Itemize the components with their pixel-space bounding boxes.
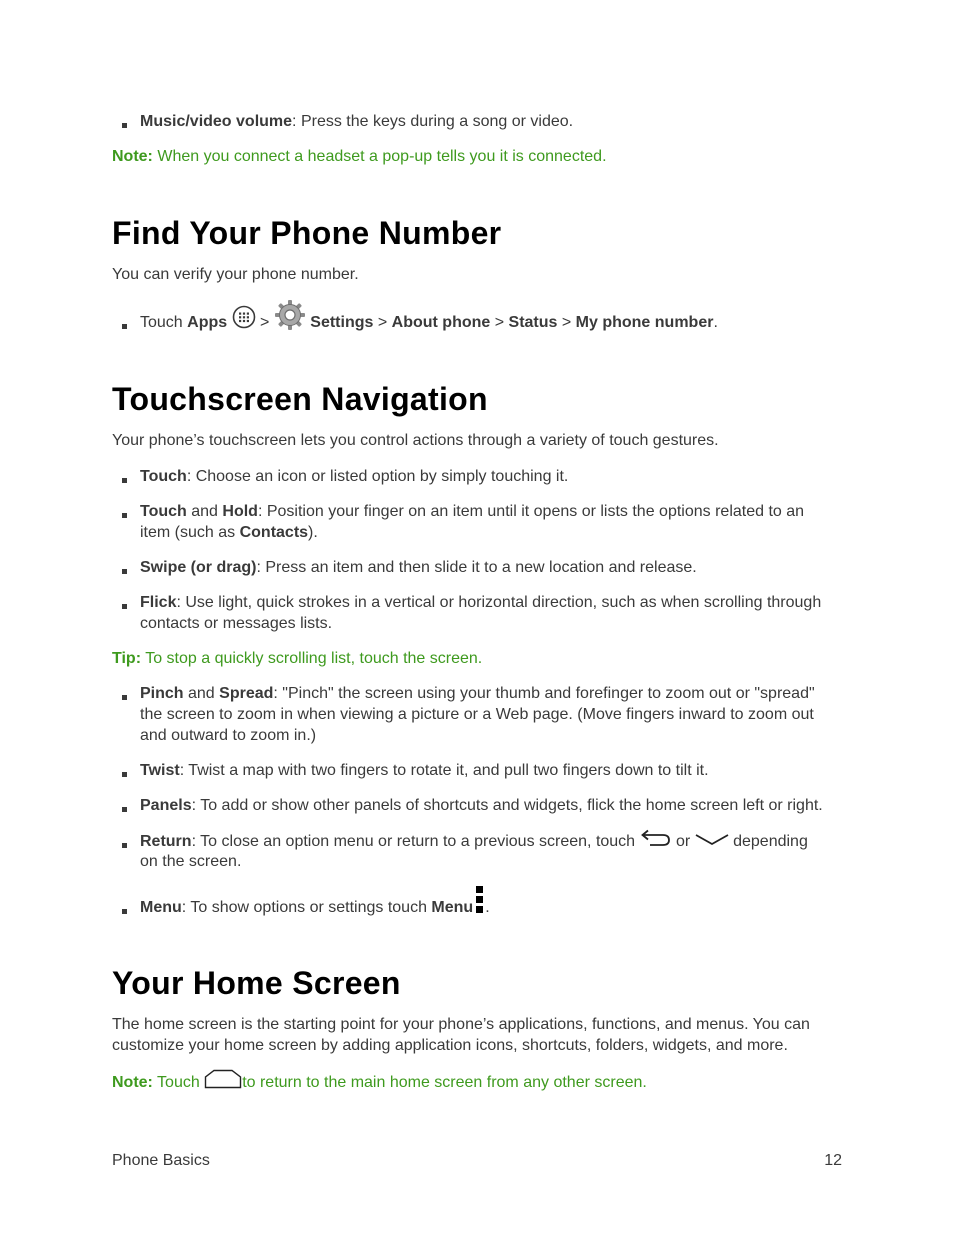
swipe-item: [140, 557, 845, 578]
menu-dots-icon: [473, 885, 485, 915]
apps-grid-icon: [232, 305, 256, 329]
separator: >: [255, 314, 274, 331]
hold-term: Hold: [222, 503, 258, 520]
bullet-marker: [122, 843, 127, 848]
menu-item: [140, 897, 845, 918]
period: .: [485, 899, 490, 916]
separator: >: [373, 314, 392, 331]
pinch-desc: : "Pinch" the screen using your thumb and forefinger to zoom out or "spread": [273, 685, 815, 702]
bullet-marker: [122, 604, 127, 609]
swipe-term: Swipe (or drag): [140, 559, 257, 576]
footer-section: Phone Basics: [112, 1152, 210, 1169]
bullet-marker: [122, 123, 127, 128]
return-desc: : To close an option menu or return to a previous screen, touch: [191, 833, 640, 850]
separator: >: [490, 314, 509, 331]
touch-hold-item: [140, 501, 845, 522]
nav-intro: Your phone’s touchscreen lets you control actions through a variety of touch gestures.: [112, 432, 719, 449]
bullet-marker: [122, 513, 127, 518]
depending-word: depending: [728, 833, 808, 850]
menu-term: Menu: [140, 899, 182, 916]
page-number: 12: [824, 1152, 842, 1169]
bullet-marker: [122, 909, 127, 914]
touch-term: Touch: [140, 503, 187, 520]
back-arrow-icon: [640, 829, 672, 849]
bullet-marker: [122, 772, 127, 777]
touch-item: [140, 466, 845, 487]
and-word: and: [183, 685, 220, 702]
flick-item-cont: contacts or messages lists.: [140, 615, 333, 632]
find-number-heading: Find Your Phone Number: [112, 215, 502, 251]
return-item-cont: on the screen.: [140, 853, 242, 870]
return-term: Return: [140, 833, 192, 850]
touch-word: Touch: [140, 314, 188, 331]
hold-desc: : Position your finger on an item until it opens or lists the options related to an: [257, 503, 805, 520]
flick-item: [140, 592, 845, 613]
music-volume-desc: : Press the keys during a song or video.: [292, 113, 574, 130]
scroll-tip: [112, 648, 847, 669]
chevron-down-icon: [695, 833, 729, 847]
touch-term: Touch: [140, 468, 187, 485]
headset-note: [112, 146, 847, 167]
hold-desc-end: ).: [308, 524, 318, 541]
bullet-marker: [122, 478, 127, 483]
home-intro: The home screen is the starting point for your phone’s applications, functions, and menus. You can: [112, 1016, 810, 1033]
status-label: Status: [508, 314, 558, 331]
or-word: or: [671, 833, 695, 850]
period: .: [713, 314, 718, 331]
menu-desc: : To show options or settings touch: [181, 899, 432, 916]
touch-hold-item-cont: [140, 522, 845, 543]
panels-term: Panels: [140, 797, 192, 814]
my-phone-number-label: My phone number: [575, 314, 714, 331]
panels-desc: : To add or show other panels of shortcuts and widgets, flick the home screen left or right.: [191, 797, 823, 814]
flick-term: Flick: [140, 594, 177, 611]
pinch-term: Pinch: [140, 685, 184, 702]
bullet-marker: [122, 695, 127, 700]
pinch-item: [140, 683, 845, 704]
note-text: to return to the main home screen from any other screen.: [242, 1074, 647, 1091]
nav-heading: Touchscreen Navigation: [112, 381, 488, 417]
apps-label: Apps: [187, 314, 228, 331]
home-icon: [204, 1069, 242, 1089]
hold-desc-cont: item (such as: [140, 524, 240, 541]
and-word: and: [186, 503, 223, 520]
find-number-steps: [140, 312, 845, 333]
twist-term: Twist: [140, 762, 180, 779]
home-intro-cont: customize your home screen by adding application icons, shortcuts, folders, widgets, and more.: [112, 1037, 788, 1054]
menu-word: Menu: [431, 899, 474, 916]
pinch-item-cont: and outward to zoom in.): [140, 727, 317, 744]
bullet-marker: [122, 324, 127, 329]
flick-desc: : Use light, quick strokes in a vertical or horizontal direction, such as when scrolling through: [176, 594, 822, 611]
settings-label: Settings: [310, 314, 374, 331]
spread-term: Spread: [219, 685, 274, 702]
separator: >: [557, 314, 576, 331]
music-volume-item: [140, 111, 845, 132]
bullet-marker: [122, 807, 127, 812]
tip-text: To stop a quickly scrolling list, touch the screen.: [141, 650, 483, 667]
tip-label: Tip:: [112, 650, 142, 667]
note-label: Note:: [112, 1074, 153, 1091]
note-text: When you connect a headset a pop-up tells you it is connected.: [152, 148, 607, 165]
contacts-term: Contacts: [239, 524, 309, 541]
panels-item: [140, 795, 845, 816]
note-label: Note:: [112, 148, 153, 165]
note-touch: Touch: [152, 1074, 205, 1091]
swipe-desc: : Press an item and then slide it to a new location and release.: [256, 559, 697, 576]
twist-desc: : Twist a map with two fingers to rotate it, and pull two fingers down to tilt it.: [179, 762, 709, 779]
home-heading: Your Home Screen: [112, 965, 401, 1001]
music-volume-term: Music/video volume: [140, 113, 293, 130]
touch-desc: : Choose an icon or listed option by simply touching it.: [186, 468, 569, 485]
about-phone-label: About phone: [391, 314, 491, 331]
bullet-marker: [122, 569, 127, 574]
find-number-intro: You can verify your phone number.: [112, 266, 359, 283]
home-note: [112, 1072, 847, 1093]
gear-icon: [274, 299, 306, 331]
pinch-item-cont: the screen to zoom in when viewing a picture or a Web page. (Move fingers inward to zoom out: [140, 706, 814, 723]
return-item: [140, 831, 845, 852]
twist-item: [140, 760, 845, 781]
